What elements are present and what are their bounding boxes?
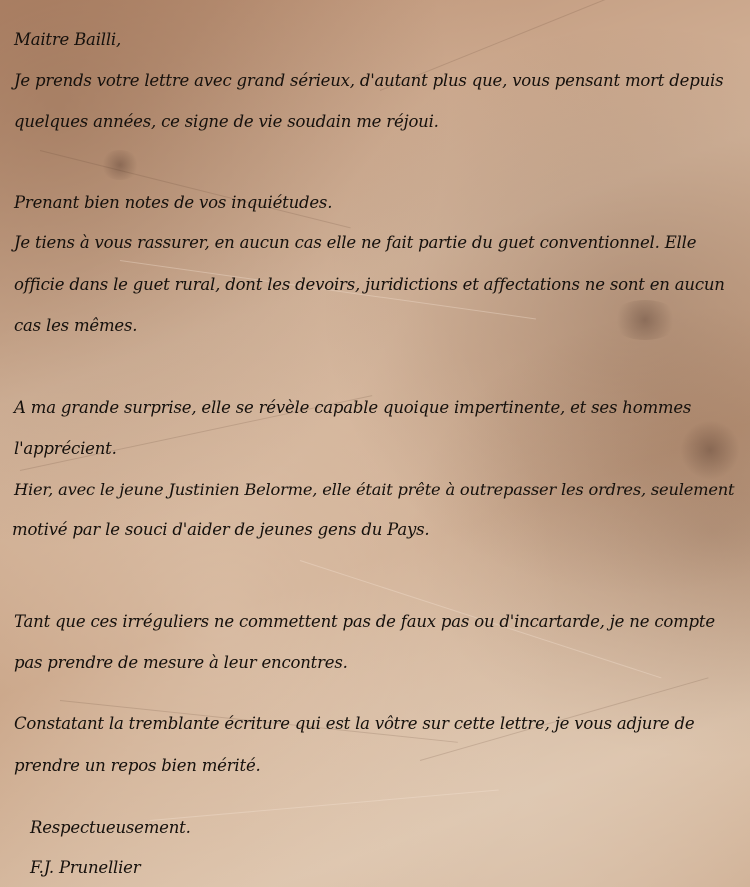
paragraph-3-line-3: Hier, avec le jeune Justinien Belorme, elle était prête à outrepasser les ordres, seulement xyxy=(14,480,735,499)
paragraph-2-line-1: Prenant bien notes de vos inquiétudes. xyxy=(14,193,333,212)
closing: Respectueusement. xyxy=(30,818,191,837)
paragraph-3-line-1: A ma grande surprise, elle se révèle capable quoique impertinente, et ses hommes xyxy=(14,398,692,417)
paragraph-4-line-2: pas prendre de mesure à leur encontres. xyxy=(14,653,348,672)
paragraph-2-line-4: cas les mêmes. xyxy=(14,316,138,335)
paragraph-1-line-2: quelques années, ce signe de vie soudain me réjoui. xyxy=(14,112,439,131)
paragraph-5-line-1: Constatant la tremblante écriture qui est la vôtre sur cette lettre, je vous adjure de xyxy=(14,714,695,733)
paragraph-5-line-2: prendre un repos bien mérité. xyxy=(14,756,261,775)
paragraph-2-line-3: officie dans le guet rural, dont les devoirs, juridictions et affectations ne sont en aucun xyxy=(14,275,725,294)
paragraph-4-line-1: Tant que ces irréguliers ne commettent pas de faux pas ou d'incartarde, je ne compte xyxy=(14,612,715,631)
paragraph-3-line-4: motivé par le souci d'aider de jeunes gens du Pays. xyxy=(12,520,430,539)
paragraph-2-line-2: Je tiens à vous rassurer, en aucun cas elle ne fait partie du guet conventionnel. Elle xyxy=(14,233,697,252)
salutation: Maitre Bailli, xyxy=(14,30,122,49)
signature: F.J. Prunellier xyxy=(30,858,141,877)
paragraph-1-line-1: Je prends votre lettre avec grand sérieux, d'autant plus que, vous pensant mort depuis xyxy=(14,71,724,90)
paragraph-3-line-2: l'apprécient. xyxy=(14,439,117,458)
